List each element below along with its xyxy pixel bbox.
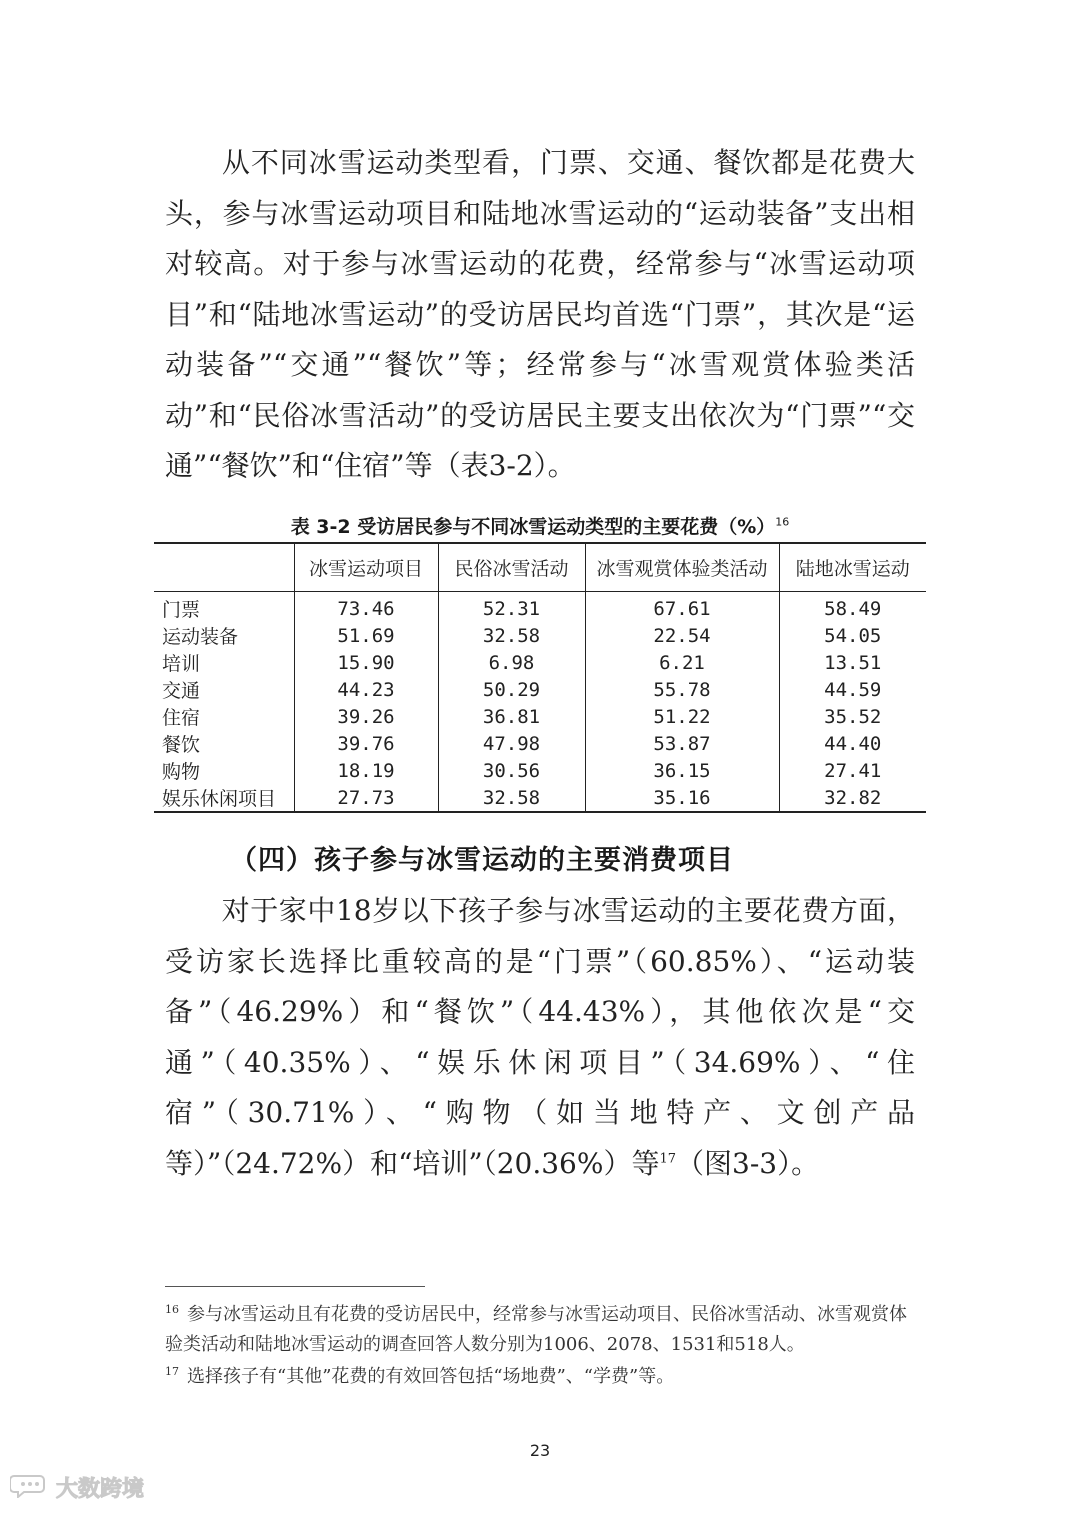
row-label: 门票 (162, 599, 201, 621)
table-cell: 15.90 (294, 649, 438, 676)
table-cell: 6.21 (585, 649, 779, 676)
row-label: 餐饮 (162, 734, 201, 756)
table-cell: 27.73 (294, 784, 438, 811)
row-label: 娱乐休闲项目 (162, 788, 277, 810)
footnote-text: 参与冰雪运动且有花费的受访居民中，经常参与冰雪运动项目、民俗冰雪活动、冰雪观赏体验类活动和陆地冰雪运动的调查回答人数分别为1006、2078、1531和518人。 (165, 1304, 907, 1355)
column-header: 民俗冰雪活动 (438, 544, 585, 592)
footnote-17 (165, 1362, 920, 1392)
table-cell: 44.40 (779, 730, 926, 757)
column-header: 冰雪运动项目 (294, 544, 438, 592)
table-caption-text: 表 3-2 受访居民参与不同冰雪运动类型的主要花费（%） (290, 516, 776, 538)
table-cell: 51.22 (585, 703, 779, 730)
table-cell: 44.23 (294, 676, 438, 703)
expense-table (154, 542, 926, 813)
table-cell: 50.29 (438, 676, 585, 703)
table-row (154, 622, 926, 649)
table-cell: 6.98 (438, 649, 585, 676)
table-row (154, 592, 926, 623)
table-row (154, 703, 926, 730)
footnote-text: 选择孩子有“其他”花费的有效回答包括“场地费”、“学费”等。 (187, 1366, 675, 1387)
footnote-ref-17: 17 (659, 1151, 677, 1167)
table-cell: 44.59 (779, 676, 926, 703)
table-cell: 39.76 (294, 730, 438, 757)
row-label: 运动装备 (162, 626, 239, 648)
table-cell: 54.05 (779, 622, 926, 649)
watermark (10, 1472, 144, 1502)
table-cell: 39.26 (294, 703, 438, 730)
paragraph-1-text: 从不同冰雪运动类型看，门票、交通、餐饮都是花费大头，参与冰雪运动项目和陆地冰雪运动的“运动装备”支出相对较高。对于参与冰雪运动的花费，经常参与“冰雪运动项目”和“陆地冰雪运动”的受访居民均首选“门票”，其次是“运动装备”“交通”“餐饮”等；经常参与“冰雪观赏体验类活动”和“民俗冰雪活动”的受访居民主要支出依次为“门票”“交通”“餐饮”和“住宿”等（表3-2）。 (165, 146, 915, 482)
row-label: 住宿 (162, 707, 201, 729)
footnote-number: 16 (165, 1303, 179, 1316)
table-cell: 53.87 (585, 730, 779, 757)
table-cell: 47.98 (438, 730, 585, 757)
column-header: 冰雪观赏体验类活动 (585, 544, 779, 592)
table-cell: 32.58 (438, 784, 585, 811)
column-header: 陆地冰雪运动 (779, 544, 926, 592)
paragraph-2-text: 对于家中18岁以下孩子参与冰雪运动的主要花费方面，受访家长选择比重较高的是“门票”（60.85%）、“运动装备”（46.29%）和“餐饮”（44.43%），其他依次是“交通”（40.35%）、“娱乐休闲项目”（34.69%）、“住宿”（30.71%）、“购物（如当地特产、文创产品等）”（24.72%）和“培训”（20.36%）等 (165, 894, 915, 1180)
table-cell: 58.49 (779, 592, 926, 623)
row-label: 交通 (162, 680, 201, 702)
table-cell: 32.82 (779, 784, 926, 811)
body-paragraph-1 (165, 138, 915, 492)
table-row (154, 757, 926, 784)
footnote-16 (165, 1300, 920, 1360)
row-label: 培训 (162, 653, 201, 675)
table-cell: 35.52 (779, 703, 926, 730)
table-row (154, 784, 926, 811)
page-number: 23 (529, 1441, 551, 1460)
speech-bubble-logo-icon (10, 1472, 50, 1502)
table-cell: 35.16 (585, 784, 779, 811)
table-row (154, 676, 926, 703)
footnote-divider (165, 1286, 425, 1287)
paragraph-2-tail: （图3-3）。 (676, 1146, 820, 1180)
table-row (154, 649, 926, 676)
footnote-number: 17 (165, 1365, 179, 1378)
table-caption (150, 512, 930, 539)
table-row (154, 730, 926, 757)
section-heading: （四）孩子参与冰雪运动的主要消费项目 (230, 845, 734, 876)
table-cell: 55.78 (585, 676, 779, 703)
row-label: 购物 (162, 761, 201, 783)
table-cell: 52.31 (438, 592, 585, 623)
table-corner-cell (154, 544, 294, 592)
watermark-text: 大数跨境 (56, 1476, 145, 1502)
table-caption-footnote-ref: 16 (775, 515, 790, 529)
table-cell: 22.54 (585, 622, 779, 649)
table-cell: 73.46 (294, 592, 438, 623)
table-cell: 13.51 (779, 649, 926, 676)
body-paragraph-2 (165, 886, 915, 1189)
table-cell: 67.61 (585, 592, 779, 623)
table-header-row (154, 544, 926, 592)
table-cell: 30.56 (438, 757, 585, 784)
table-cell: 27.41 (779, 757, 926, 784)
table-cell: 18.19 (294, 757, 438, 784)
table-cell: 32.58 (438, 622, 585, 649)
table-cell: 51.69 (294, 622, 438, 649)
table-cell: 36.81 (438, 703, 585, 730)
table-cell: 36.15 (585, 757, 779, 784)
